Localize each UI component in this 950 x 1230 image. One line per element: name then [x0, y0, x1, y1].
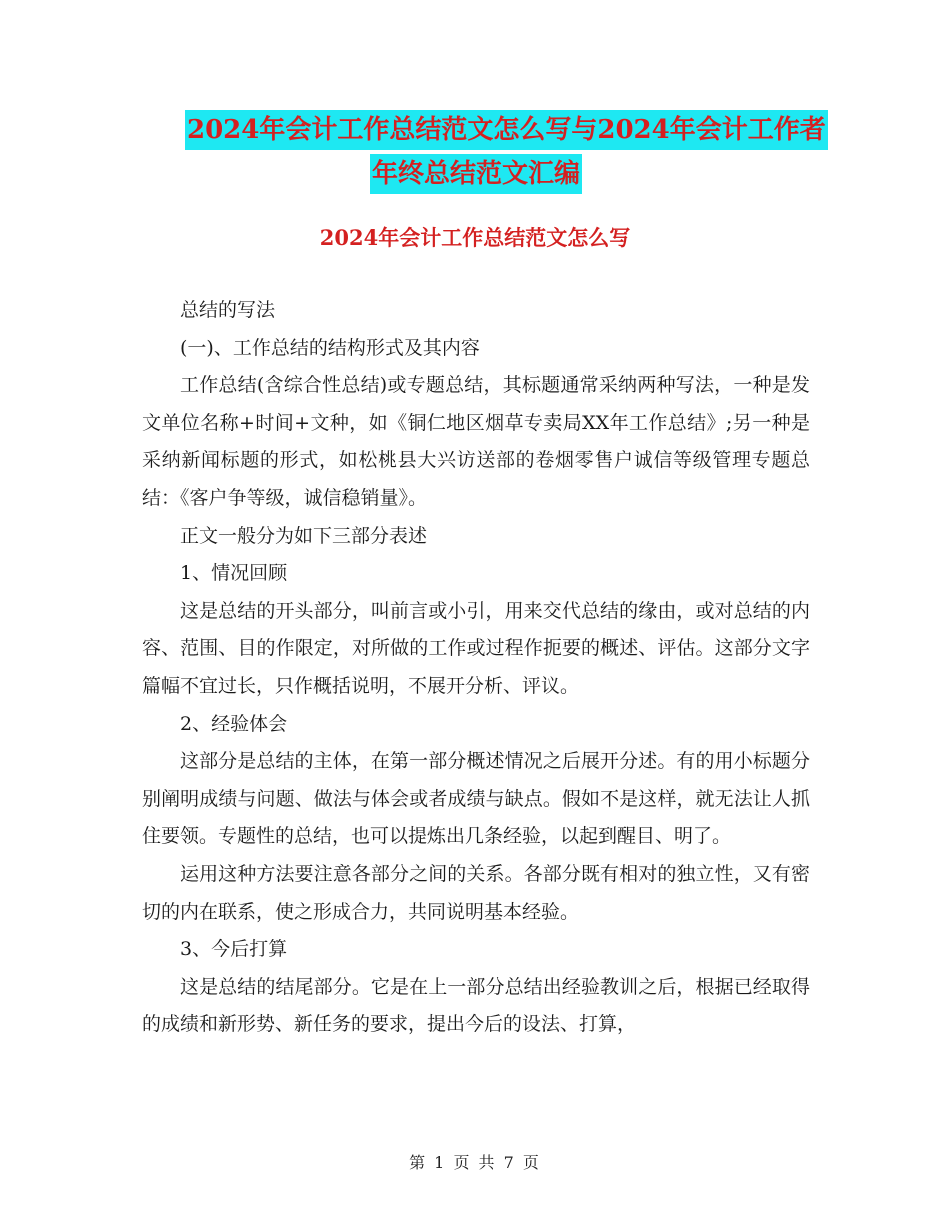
- paragraph: 正文一般分为如下三部分表述: [180, 524, 428, 547]
- title-line-1: 2024年会计工作总结范文怎么写与2024年会计工作者: [185, 110, 828, 150]
- paragraph: 工作总结(含综合性总结)或专题总结，其标题通常采纳两种写法，一种是发文单位名称+时间+文种，如《铜仁地区烟草专卖局XX年工作总结》;另一种是采纳新闻标题的形式，如松桃县大兴访送部的卷烟零售户诚信等级管理专题总结：《客户争等级，诚信稳销量》。: [142, 374, 810, 509]
- paragraph: 3、今后打算: [180, 938, 288, 961]
- paragraph: 2、经验体会: [180, 712, 288, 735]
- paragraph: 1、情况回顾: [180, 562, 288, 585]
- paragraph: 这部分是总结的主体，在第一部分概述情况之后展开分述。有的用小标题分别阐明成绩与问题、做法与体会或者成绩与缺点。假如不是这样，就无法让人抓住要领。专题性的总结，也可以提炼出几条经验，以起到醒目、明了。: [142, 750, 810, 848]
- paragraph: 这是总结的开头部分，叫前言或小引，用来交代总结的缘由，或对总结的内容、范围、目的作限定，对所做的工作或过程作扼要的概述、评估。这部分文字篇幅不宜过长，只作概括说明，不展开分析、评议。: [142, 599, 810, 697]
- section-title: 2024年会计工作总结范文怎么写: [319, 225, 631, 250]
- paragraph: 运用这种方法要注意各部分之间的关系。各部分既有相对的独立性，又有密切的内在联系，使之形成合力，共同说明基本经验。: [142, 862, 810, 923]
- page-number: 第 1 页 共 7 页: [409, 1153, 541, 1172]
- title-line-2: 年终总结范文汇编: [370, 154, 582, 194]
- document-body: [142, 292, 810, 1044]
- paragraph: 总结的写法: [180, 299, 276, 321]
- paragraph: (一)、工作总结的结构形式及其内容: [180, 336, 480, 359]
- paragraph: 这是总结的结尾部分。它是在上一部分总结出经验教训之后，根据已经取得的成绩和新形势、新任务的要求，提出今后的设法、打算，: [142, 975, 810, 1036]
